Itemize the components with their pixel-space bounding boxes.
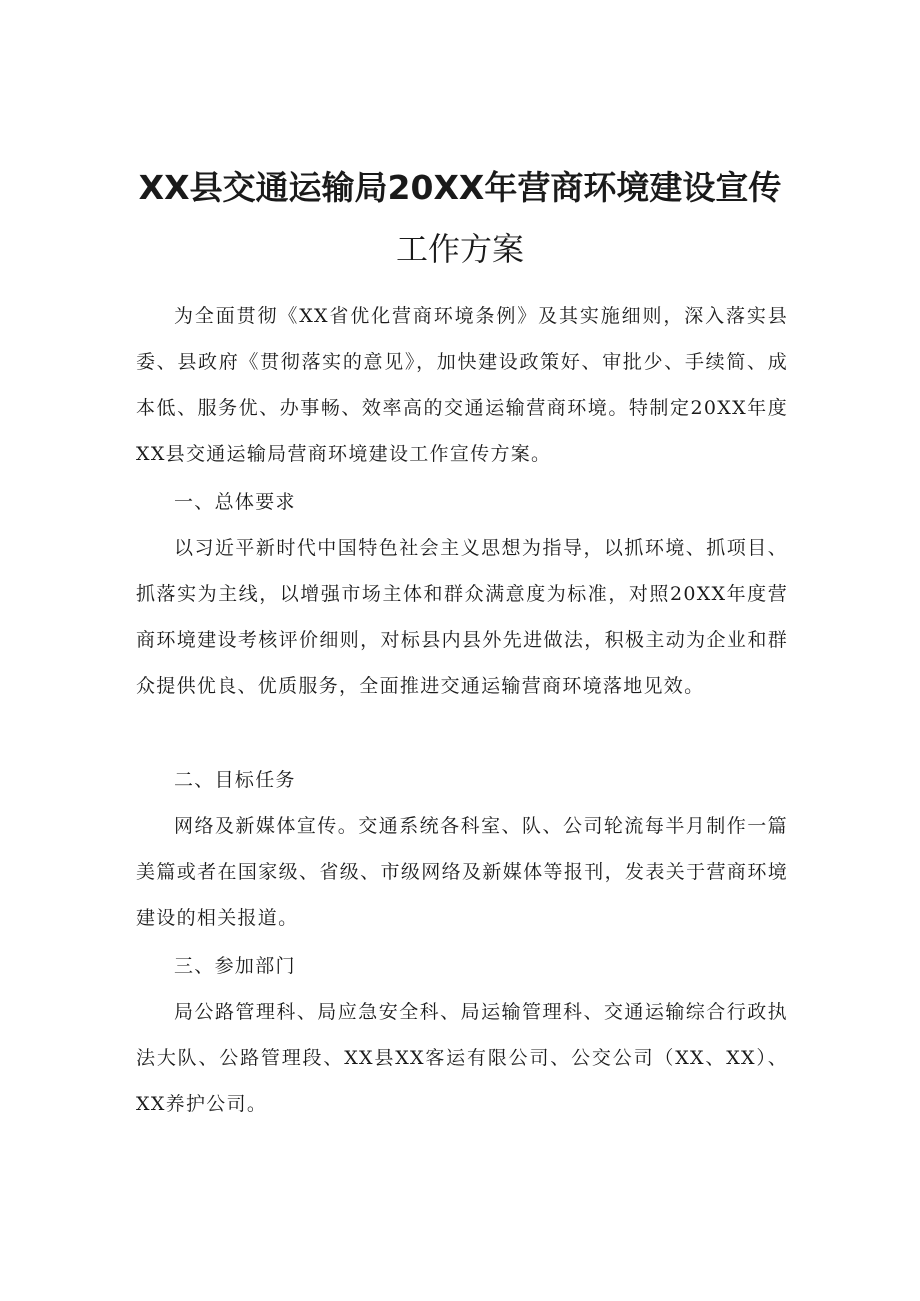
document-title-line-1: XX县交通运输局20XX年营商环境建设宣传 bbox=[138, 168, 782, 207]
intro-paragraph bbox=[136, 293, 788, 477]
section-content-participating-departments: 局公路管理科、局应急安全科、局运输管理科、交通运输综合行政执法大队、公路管理段、XX县XX客运有限公司、公交公司（XX、XX）、XX养护公司。 bbox=[136, 1001, 788, 1115]
document-title-line-2: 工作方案 bbox=[395, 230, 524, 268]
section-heading-general-requirements: 一、总体要求 bbox=[174, 491, 296, 513]
intro-text: 为全面贯彻《XX省优化营商环境条例》及其实施细则，深入落实县委、县政府《贯彻落实的意见》，加快建设政策好、审批少、手续简、成本低、服务优、办事畅、效率高的交通运输营商环境。特制定20XX年度XX县交通运输局营商环境建设工作宣传方案。 bbox=[136, 305, 788, 465]
section-heading-target-tasks: 二、目标任务 bbox=[174, 769, 296, 791]
section-content-general-requirements: 以习近平新时代中国特色社会主义思想为指导，以抓环境、抓项目、抓落实为主线，以增强市场主体和群众满意度为标准，对照20XX年度营商环境建设考核评价细则，对标县内县外先进做法，积极主动为企业和群众提供优良、优质服务，全面推进交通运输营商环境落地见效。 bbox=[136, 537, 788, 697]
section-heading-participating-departments: 三、参加部门 bbox=[174, 955, 296, 977]
section-content-target-tasks: 网络及新媒体宣传。交通系统各科室、队、公司轮流每半月制作一篇美篇或者在国家级、省级、市级网络及新媒体等报刊，发表关于营商环境建设的相关报道。 bbox=[136, 815, 788, 929]
